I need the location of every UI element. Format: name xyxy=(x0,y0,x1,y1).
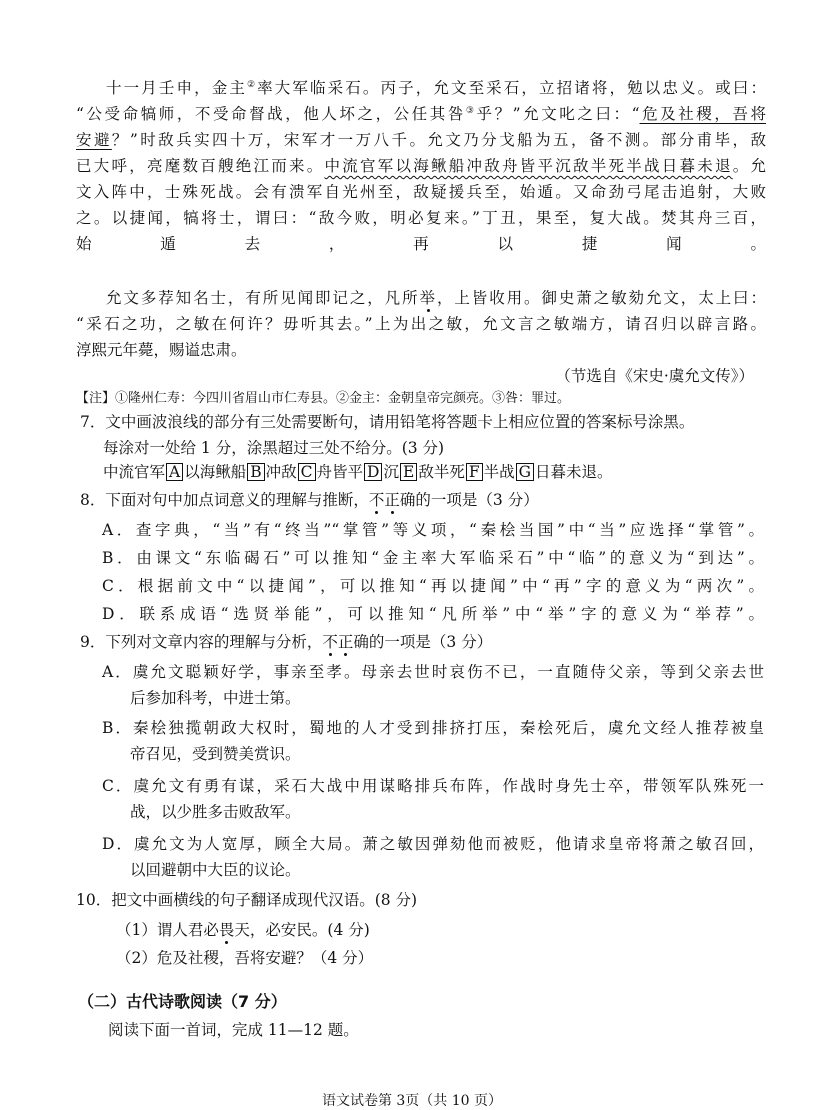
page-footer: 语文试卷第 3页（共 10 页） xyxy=(321,1093,503,1109)
question-10: 10．把文中画横线的句子翻译成现代汉语。(8 分) xyxy=(76,891,418,909)
option-9c: C．虞允文有勇有谋，采石大战中用谋略排兵布阵，作战时身先士卒，带领军队殊死一 xyxy=(102,777,764,795)
section-instruction: 阅读下面一首词，完成 11—12 题。 xyxy=(108,1021,359,1039)
option-8d: D．联系成语“选贤举能”，可以推知“凡所举”中“举”字的意义为“举荐”。 xyxy=(102,605,764,623)
source-citation: （节选自《宋史·虞允文传》） xyxy=(555,367,754,385)
question-9: 9．下列对文章内容的理解与分析，不正确的一项是（3 分） xyxy=(80,633,493,651)
option-9d-cont: 以回避朝中大臣的议论。 xyxy=(130,861,301,879)
option-9c-cont: 战，以少胜多击败敌军。 xyxy=(130,803,301,821)
passage-line: 之。以捷闻，犒将士，谓曰：“敌今败，明必复来。”丁丑，果至，复大战。焚其舟三百， xyxy=(76,209,766,227)
passage-line: 淳熙元年薨，赐谥忠肃。 xyxy=(76,341,247,359)
passage-line: 安避？”时敌兵实四十万，宋军才一万八千。允文乃分戈船为五，备不测。部分甫毕，敌 xyxy=(76,131,766,149)
passage-line: “采石之功，之敏在何许？毋听其去。”上为出之敏，允文言之敏端方，请召归以辟言路。 xyxy=(76,315,766,333)
passage-line: 始遁去，再以捷闻。 xyxy=(76,235,766,253)
passage-line: 十一月壬申，金主②率大军临采石。丙子，允文至采石，立招诸将，勉以忠义。或曰： xyxy=(106,79,766,97)
annotation-note: 【注】①隆州仁寿：今四川省眉山市仁寿县。②金主：金朝皇帝完颜亮。③咎：罪过。 xyxy=(76,391,571,406)
option-8b: B．由课文“东临碣石”可以推知“金主率大军临采石”中“临”的意义为“到达”。 xyxy=(102,549,764,567)
answer-box-e[interactable]: E xyxy=(400,463,417,481)
option-9b-cont: 帝召见，受到赞美赏识。 xyxy=(130,745,301,763)
answer-box-c[interactable]: C xyxy=(298,463,316,481)
answer-box-b[interactable]: B xyxy=(247,463,264,481)
answer-box-g[interactable]: G xyxy=(516,463,534,481)
option-8a: A．查字典，“当”有“终当”“掌管”等义项，“秦桧当国”中“当”应选择“掌管”。 xyxy=(102,521,764,539)
passage-line: 文入阵中，士殊死战。会有溃军自光州至，敌疑援兵至，始遁。又命劲弓尾击追射，大败 xyxy=(76,183,766,201)
question-7: 7．文中画波浪线的部分有三处需要断句，请用铅笔将答题卡上相应位置的答案标号涂黑。 xyxy=(80,413,695,431)
question-10-part1: （1）谓人君必畏天，必安民。(4 分) xyxy=(116,921,370,939)
question-7-line2: 每涂对一处给 1 分，涂黑超过三处不给分。(3 分) xyxy=(103,439,445,457)
option-9d: D．虞允文为人宽厚，顾全大局。萧之敏因弹劾他而被贬，他请求皇帝将萧之敏召回， xyxy=(102,835,764,853)
passage-line: “公受命犒师，不受命督战，他人坏之，公任其咎③乎？”允文叱之曰：“危及社稷，吾将 xyxy=(76,105,766,123)
section-heading: （二）古代诗歌阅读（7 分） xyxy=(78,992,287,1011)
question-10-part2: （2）危及社稷，吾将安避？（4 分） xyxy=(116,949,374,967)
passage-line: 允文多荐知名士，有所见闻即记之，凡所举，上皆收用。御史萧之敏劾允文，太上曰： xyxy=(106,289,766,307)
answer-box-f[interactable]: F xyxy=(466,463,483,481)
passage-line: 已大呼，亮麾数百艘绝江而来。中流官军以海鳅船冲敌舟皆平沉敌半死半战日暮未退。允 xyxy=(76,157,766,175)
question-8: 8．下面对句中加点词意义的理解与推断，不正确的一项是（3 分） xyxy=(80,491,539,509)
answer-box-a[interactable]: A xyxy=(166,463,183,481)
option-9a-cont: 后参加科考，中进士第。 xyxy=(130,689,301,707)
answer-box-d[interactable]: D xyxy=(364,463,382,481)
segmentation-sentence: 中流官军 A 以海鳅船 B 冲敌 C 舟皆平 D 沉 E 敌半死 F 半战 G 日暮未退。 xyxy=(103,463,613,481)
option-9a: A．虞允文聪颖好学，事亲至孝。母亲去世时哀伤不已，一直随侍父亲，等到父亲去世 xyxy=(102,663,764,681)
option-8c: C．根据前文中“以捷闻”，可以推知“再以捷闻”中“再”字的意义为“两次”。 xyxy=(102,577,764,595)
option-9b: B．秦桧独揽朝政大权时，蜀地的人才受到排挤打压，秦桧死后，虞允文经人推荐被皇 xyxy=(102,719,764,737)
